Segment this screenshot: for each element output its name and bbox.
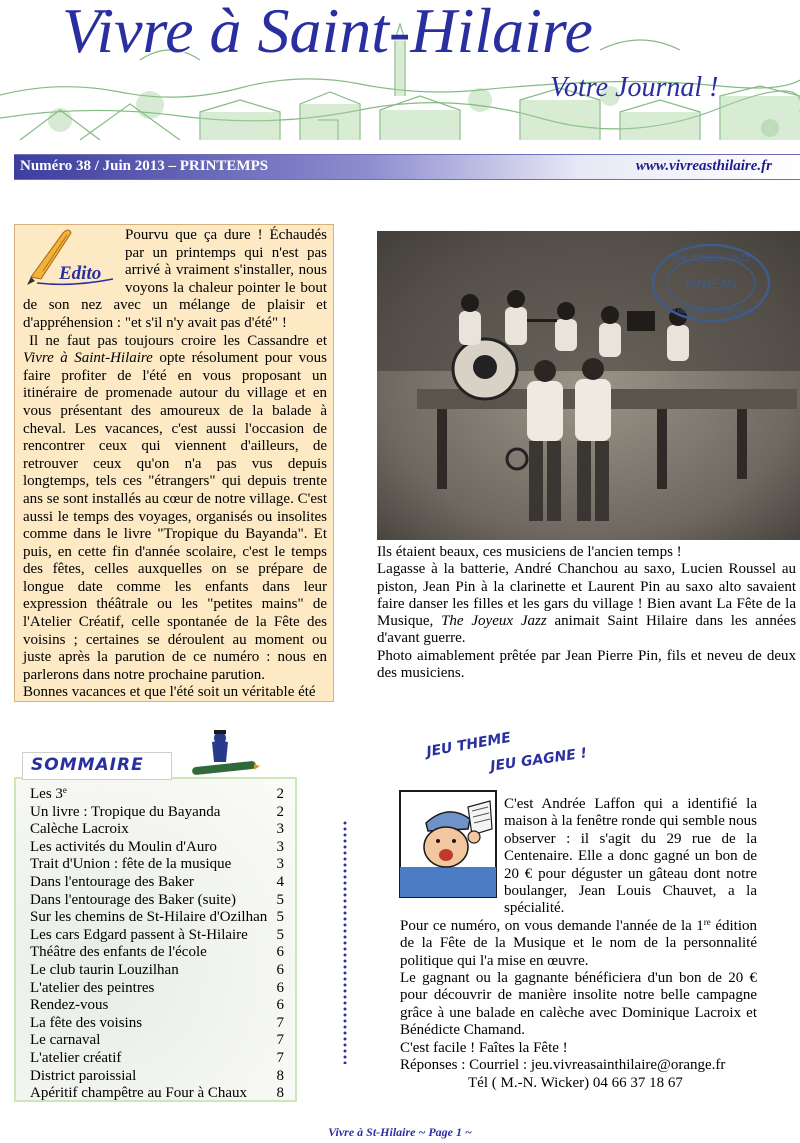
- stamp-text-top: The JOYEUX JAZZ: [671, 253, 751, 263]
- edito-box: [14, 224, 334, 702]
- toc-label: Un livre : Tropique du Bayanda: [30, 803, 221, 820]
- issue-number: Numéro 38 / Juin 2013 – PRINTEMPS: [20, 158, 269, 174]
- toc-item[interactable]: [30, 892, 284, 910]
- toc-page: 5: [276, 926, 284, 943]
- toc-page: 6: [276, 997, 284, 1014]
- toc-label: Théâtre des enfants de l'école: [30, 944, 207, 961]
- toc-label: Le club taurin Louzilhan: [30, 961, 179, 978]
- toc-page: 3: [276, 838, 284, 855]
- toc-page: 7: [276, 1032, 284, 1049]
- edito-paragraph-2: Il ne faut pas toujours croire les Cassandre et Vivre à Saint-Hilaire opte résolument pour vous faire profiter de l'été en vous proposant un itinéraire de promenade autour du village et en vous présentant des amoureux de la balade à cheval. Les vacances, c'est aussi l'occasion de rencontrer ceux qui viennent d'ailleurs, de retrouver ceux qu'on n'a pas vus depuis longtemps, tels ces "étrangers" qui depuis trente ans se sont installés au cœur de notre village. C'est aussi le temps des voyages, organisés ou insolites comme dans le livre "Tropique du Bayanda". Et puis, en cette fin d'année scolaire, c'est le temps des fêtes, celles auxquelles on se prépare de longue date comme les enfants dans leur expression théâtrale ou les "petites mains" de l'Atelier Créatif, celle spontanée de la Fête des voisins ; certaines se déroulent au moment ou juste après la parution de ce numéro : nous en parlerons dans notre prochaine parution.: [23, 332, 328, 683]
- sommaire-header: [22, 752, 172, 780]
- toc-label: Dans l'entourage des Baker (suite): [30, 891, 236, 908]
- toc-label: Dans l'entourage des Baker: [30, 873, 194, 890]
- toc-page: 7: [276, 1014, 284, 1031]
- toc-item[interactable]: [30, 839, 284, 857]
- stamp-text-mid: PINJEAN: [685, 277, 737, 291]
- toc-item[interactable]: [30, 1032, 284, 1050]
- toc-item[interactable]: [30, 856, 284, 874]
- jeu-title-2: JEU GAGNE !: [489, 745, 589, 775]
- photo-caption: [377, 544, 796, 682]
- toc-label: Apéritif champêtre au Four à Chaux: [30, 1085, 248, 1102]
- toc-label: District paroissial: [30, 1067, 137, 1084]
- toc-label: Rendez-vous: [30, 997, 109, 1014]
- toc-item[interactable]: [30, 962, 284, 980]
- sommaire-title: SOMMAIRE: [31, 755, 144, 775]
- toc-label: Trait d'Union : fête de la musique: [30, 856, 232, 873]
- toc-item[interactable]: [30, 1015, 284, 1033]
- jeu-contact-phone: Tél ( M.-N. Wicker) 04 66 37 18 67: [468, 1074, 683, 1091]
- jeu-article: [400, 796, 757, 1092]
- edito-header: [23, 227, 119, 289]
- toc-page: 3: [276, 856, 284, 873]
- toc-item[interactable]: [30, 927, 284, 945]
- caption-line-1: Ils étaient beaux, ces musiciens de l'ancien temps !: [377, 544, 682, 560]
- edito-paragraph-3: Bonnes vacances et que l'été soit un véritable été: [23, 684, 316, 701]
- toc-page: 5: [276, 891, 284, 908]
- edito-paragraph-1: Pourvu que ça dure ! Échaudés par un printemps qui n'est pas arrivé à vraiment s'installer, nous voyons la chaleur pointer le bout de son nez avec un mélange de plaisir et d'appréhension : "et s'il n'y avait pas d'été" !: [23, 227, 327, 331]
- toc-item[interactable]: [30, 821, 284, 839]
- pen-man-illustration: [190, 728, 260, 780]
- newspaper-subtitle: Votre Journal !: [550, 72, 719, 103]
- toc-page: 2: [276, 786, 284, 802]
- jeu-contact-email[interactable]: Réponses : Courriel : jeu.vivreasainthilaire@orange.fr: [400, 1057, 726, 1074]
- jeu-paragraph-1: C'est Andrée Laffon qui a identifié la maison à la fenêtre ronde qui semble nous observer : il s'agit du 29 rue de la Centenaire. Elle a donc gagné un bon de 20 € pour déguster un gâteau dont notre boulanger, Jean Louis Chauvet, a la spécialité.: [504, 796, 757, 917]
- jeu-paragraph-3: Le gagnant ou la gagnante bénéficiera d'un bon de 20 € pour découvrir de manière insolite notre belle campagne grâce à une balade en calèche avec Dominique Lacroix et Bénédicte Chamand.: [400, 970, 757, 1039]
- website-link[interactable]: www.vivreasthilaire.fr: [635, 158, 772, 174]
- toc-item[interactable]: [30, 804, 284, 822]
- caption-line-2: Lagasse à la batterie, André Chanchou au saxo, Lucien Roussel au piston, Jean Pin à la clarinette et Laurent Pin au saxo alto savaient faire danser les filles et les gars du village ! Bien avant La Fête de la Musique, The Joyeux Jazz animait Saint Hilaire dans les années d'avant guerre.: [377, 561, 797, 647]
- toc-item[interactable]: [30, 786, 284, 804]
- toc-item[interactable]: [30, 909, 284, 927]
- toc-page: 2: [276, 803, 284, 820]
- jeu-title-1: JEU THEME: [425, 729, 513, 761]
- toc-label: L'atelier des peintres: [30, 979, 155, 996]
- toc-item[interactable]: [30, 874, 284, 892]
- column-divider: [343, 820, 347, 1064]
- toc-label: Les 3e: [30, 785, 67, 802]
- toc-label: Le carnaval: [30, 1032, 101, 1049]
- toc-page: 4: [276, 873, 284, 890]
- toc-page: 5: [276, 909, 284, 926]
- band-photo: [377, 231, 800, 540]
- jazz-band-photograph: [377, 231, 800, 540]
- page-footer: Vivre à St-Hilaire ~ Page 1 ~: [328, 1125, 472, 1139]
- toc-label: Calèche Lacroix: [30, 821, 129, 838]
- toc-page: 6: [276, 944, 284, 961]
- toc-item[interactable]: [30, 1085, 284, 1103]
- toc-item[interactable]: [30, 944, 284, 962]
- masthead: [0, 0, 800, 150]
- toc-page: 3: [276, 821, 284, 838]
- toc-page: 7: [276, 1049, 284, 1066]
- toc-label: La fête des voisins: [30, 1014, 143, 1031]
- toc-item[interactable]: [30, 1068, 284, 1086]
- edito-label: Edito: [59, 263, 102, 284]
- table-of-contents: [30, 786, 284, 1103]
- toc-page: 6: [276, 979, 284, 996]
- toc-label: Les cars Edgard passent à St-Hilaire: [30, 926, 248, 943]
- toc-label: Les activités du Moulin d'Auro: [30, 838, 217, 855]
- toc-page: 6: [276, 961, 284, 978]
- jeu-paragraph-2: Pour ce numéro, on vous demande l'année de la 1re édition de la Fête de la Musique et le nom de la personnalité politique qui l'a mise en œuvre.: [400, 916, 757, 969]
- toc-page: 8: [276, 1067, 284, 1084]
- toc-page: 8: [276, 1085, 284, 1102]
- stamp-text-bottom: ST HILAIRE D'OZILHAN (Gard): [668, 309, 754, 315]
- toc-label: Sur les chemins de St-Hilaire d'Ozilhan: [30, 909, 268, 926]
- caption-line-3: Photo aimablement prêtée par Jean Pierre Pin, fils et neveu de deux des musiciens.: [377, 647, 796, 682]
- toc-label: L'atelier créatif: [30, 1049, 122, 1066]
- jeu-paragraph-4: C'est facile ! Faîtes la Fête !: [400, 1039, 568, 1056]
- newspaper-title: Vivre à Saint-Hilaire: [62, 0, 593, 66]
- toc-item[interactable]: [30, 997, 284, 1015]
- toc-item[interactable]: [30, 1050, 284, 1068]
- toc-item[interactable]: [30, 980, 284, 998]
